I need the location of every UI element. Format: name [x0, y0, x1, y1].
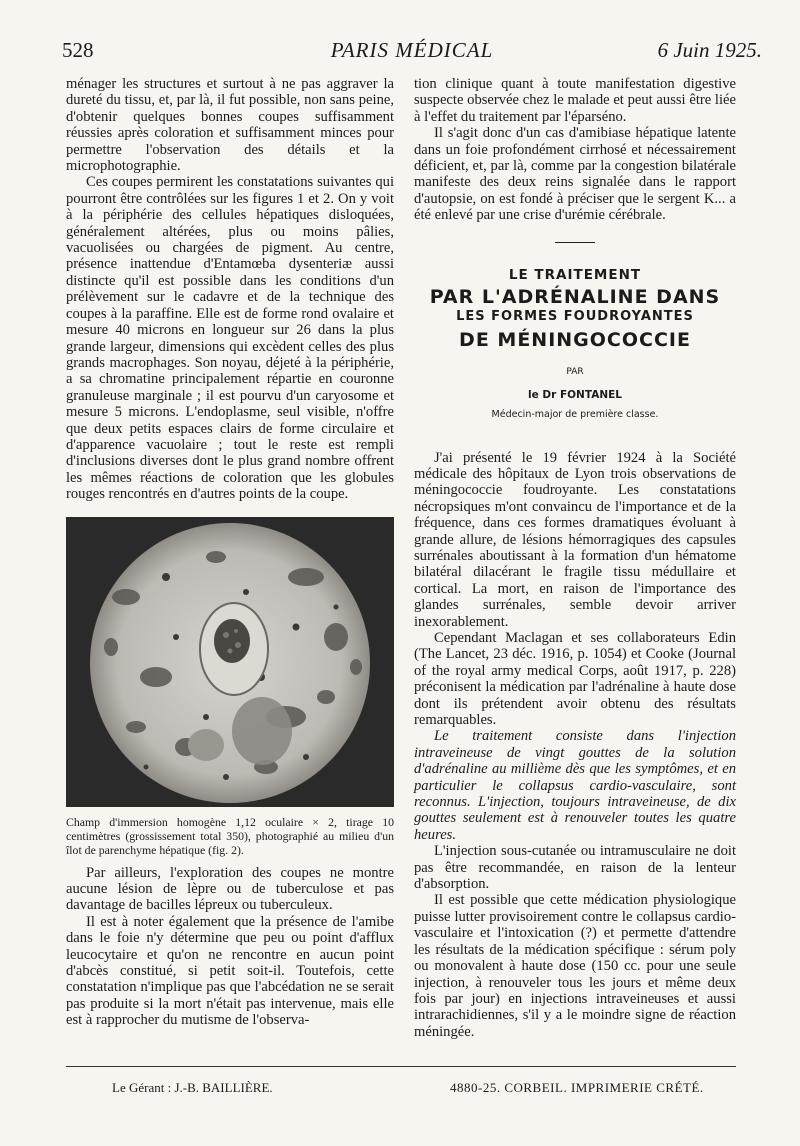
paragraph: Il s'agit donc d'un cas d'amibiase hépatique latente dans un foie profondément cirrhosé et nécessairement déficient, et, par là, comme par la congestion bilatérale manifeste des deux reins signalée dans le rapport d'autopsie, on est fondé à préciser que le sergent K... a été enlevé par une crise d'urémie cérébrale. — [414, 125, 736, 224]
right-column — [414, 76, 736, 1040]
left-column — [66, 76, 394, 1029]
footer-manager: Le Gérant : J.-B. BAILLIÈRE. — [112, 1080, 273, 1095]
article-title-line: LES FORMES FOUDROYANTES — [456, 309, 694, 325]
author-name: le Dr FONTANEL — [528, 388, 622, 401]
figure-caption: Champ d'immersion homogène 1,12 oculaire × 2, tirage 10 centimètres (grossissement total 350), photographié au milieu d'un îlot de parenchyme hépatique (fig. 2). — [66, 814, 394, 857]
micrograph-figure — [66, 517, 394, 857]
micrograph-image — [66, 517, 394, 807]
paragraph: Par ailleurs, l'exploration des coupes ne montre aucune lésion de lèpre ou de tuberculose et pas davantage de bacilles lépreux ou tuberculeux. — [66, 864, 394, 914]
paragraph: ménager les structures et surtout à ne pas aggraver la dureté du tissu, et, par là, il fut possible, non sans peine, d'obtenir quelques bonnes coupes suffisamment réussies après coloration et suffisamment minces pour permettre l'observation des détails et la microphotographie. — [66, 76, 394, 175]
paragraph: Il est à noter également que la présence de l'amibe dans le foie n'y détermine que peu ou point d'afflux leucocytaire et qu'on ne rencontre en aucun point d'abcès constitué, si petit soit-il. Toutefois, cette constatation n'implique pas que l'abcédation ne se serait pas produite si la mort n'était pas intervenue, mais elle est à rapprocher du mutisme de l'observa- — [66, 913, 394, 1029]
page-header — [62, 38, 762, 68]
paragraph: Ces coupes permirent les constatations suivantes qui pourront être contrôlées sur les figures 1 et 2. On y voit à la périphérie des cellules hépatiques disloquées, généralement altérées, plus ou moins pâlies, vacuolisées ou chargées de pigment. Au centre, présence inattendue d'Entamœba dysenteriæ aussi distincte qu'il est possible dans les conditions d'un prélèvement sur le cadavre et de la technique des coupes à la paraffine. Elle est de forme rond ovalaire et mesure 40 microns en longueur sur 26 dans la plus grande largeur, dimensions qui excèdent celles des plus grands macrophages. Son noyau, déjeté à la périphérie, a sa chromatine principalement répartie en couronne granuleuse marginale ; il est pourvu d'un caryosome et mesure 5 microns. L'endoplasme, seul visible, n'offre que deux petits espaces clairs de forme circulaire et d'apparence vacuolaire ; tout le reste est rempli d'inclusions diverses dont le plus grand nombre offrent les mêmes réactions de coloration que les globules rouges rencontrés en d'autres points de la coupe. — [66, 174, 394, 503]
journal-title: PARIS MÉDICAL — [330, 38, 494, 62]
paragraph: Le traitement consiste dans l'injection intraveineuse de vingt gouttes de la solution d'adrénaline au millième dès que les symptômes, et en particulier le collapsus cardio-vasculaire, sont reconnus. L'injection, toujours intraveineuse, de dix gouttes seulement est à renouveler toutes les quatre heures. — [414, 728, 736, 843]
byline: PAR — [566, 367, 584, 378]
paragraph: L'injection sous-cutanée ou intramusculaire ne doit pas être recommandée, en raison de la lenteur d'absorption. — [414, 843, 736, 893]
issue-date: 6 Juin 1925. — [657, 38, 762, 62]
footer-printer: 4880-25. CORBEIL. IMPRIMERIE CRÉTÉ. — [450, 1080, 704, 1095]
article-title-line: PAR L'ADRÉNALINE DANS — [429, 286, 721, 309]
article-title-line: DE MÉNINGOCOCCIE — [459, 328, 691, 351]
paragraph: Cependant Maclagan et ses collaborateurs Edin (The Lancet, 23 déc. 1916, p. 1054) et Cooke (Journal of the royal army medical Corps, août 1917, p. 228) préconisent la médication par l'adrénaline à haute dose dont ils prétendent avoir obtenu des résultats remarquables. — [414, 629, 736, 728]
footer-divider — [66, 1066, 736, 1067]
paragraph: tion clinique quant à toute manifestation digestive suspecte observée chez le malade et peut aussi être liée à l'effet du traitement par l'éparséno. — [414, 76, 736, 125]
paragraph: Il est possible que cette médication physiologique puisse lutter provisoirement contre le collapsus cardio-vasculaire et l'intoxication (?) et permette d'attendre les résultats de la médication spécifique : sérum poly ou monovalent à haute dose (150 cc. pour une seule injection, à renouveler tous les jours et même deux fois par jour) en injections intraveineuses et aussi intrarachidiennes, s'il y a le moindre signe de réaction méningée. — [414, 892, 736, 1040]
paragraph: J'ai présenté le 19 février 1924 à la Société médicale des hôpitaux de Lyon trois observations de méningococcie foudroyante. Les constatations nécropsiques m'ont convaincu de l'importance et de la fréquence, dans ces formes dramatiques évoluant à grande allure, de lésions hémorragiques des capsules surrénales aboutissant à la formation d'un hématome bilatéral dilacérant le fragile tissu médullaire et cortical. La mort, en raison de l'importance des glandes surrénales, semble devoir arriver inexorablement. — [414, 449, 736, 630]
page-number: 528 — [62, 38, 94, 62]
section-divider — [555, 242, 595, 243]
author-rank: Médecin-major de première classe. — [491, 409, 659, 421]
article-title-line: LE TRAITEMENT — [508, 266, 642, 283]
